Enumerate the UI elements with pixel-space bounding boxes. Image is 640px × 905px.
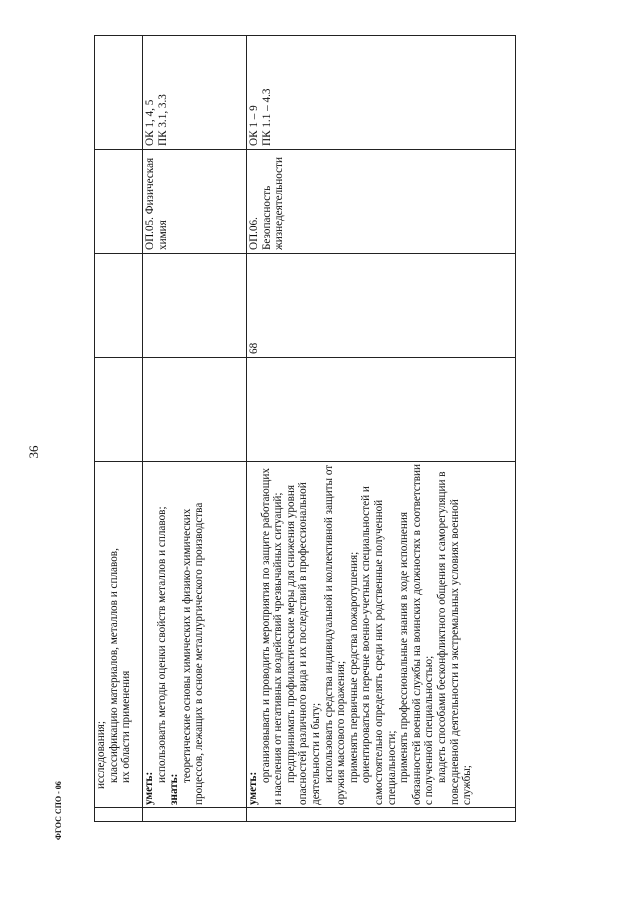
table-body xyxy=(95,36,516,822)
table-row xyxy=(143,36,247,822)
content-line: использовать средства индивидуальной и коллективной защиты от оружия массового поражения; xyxy=(322,464,348,805)
empty-cell xyxy=(247,358,516,462)
content-line: ориентироваться в перечне военно-учетных специальностей и самостоятельно определять среди них родственные полученной специальности; xyxy=(360,486,398,805)
discipline-cell: ОП.05. Физическая химия xyxy=(143,150,247,254)
competency-table xyxy=(94,35,516,822)
content-line: владеть способами бесконфликтного общения и саморегуляции в повседневной деятельности и экстремальных условиях военной службы; xyxy=(435,471,474,805)
content-line: применять профессиональные знания в ходе исполнения обязанностей военной службы на воинских должностях в соответствии с полученной специальностью; xyxy=(398,464,436,805)
section-label: знать: xyxy=(168,773,181,805)
content-line: их области применения xyxy=(120,670,133,783)
hours-cell: 68 xyxy=(247,254,516,358)
content-line: исследования; xyxy=(95,721,107,789)
index-cell xyxy=(143,808,247,822)
competencies-cell xyxy=(95,36,143,150)
content-line: организовывать и проводить мероприятия по защите работающих и населения от негативных воздействий чрезвычайных ситуаций; xyxy=(259,468,285,805)
page-number: 36 xyxy=(26,445,41,459)
discipline-cell xyxy=(95,150,143,254)
section-label: уметь: xyxy=(247,771,259,805)
content-line: предпринимать профилактические меры для снижения уровня опасностей различного вида и их последствий в профессиональной деятельности и быту; xyxy=(284,482,322,805)
competencies-cell: ОК 1, 4, 5 ПК 3.1, 3.3 xyxy=(143,36,247,150)
competencies-cell: ОК 1 – 9 ПК 1.1 – 4.3 xyxy=(247,36,516,150)
empty-cell xyxy=(143,358,247,462)
hours-cell xyxy=(95,254,143,358)
content-cell xyxy=(247,462,516,808)
content-line: применять первичные средства пожаротушения; xyxy=(347,551,360,783)
table-row xyxy=(247,36,516,822)
empty-cell xyxy=(95,358,143,462)
footer-label: ФГОС СПО - 06 xyxy=(54,781,63,840)
section-label: уметь: xyxy=(143,771,155,805)
index-cell xyxy=(247,808,516,822)
rotated-table-container xyxy=(94,36,516,822)
table-row xyxy=(95,36,143,822)
content-line: использовать методы оценки свойств металлов и сплавов; xyxy=(155,506,168,783)
content-cell xyxy=(143,462,247,808)
discipline-cell: ОП.06. Безопасность жизнедеятельности xyxy=(247,150,516,254)
index-cell xyxy=(95,808,143,822)
content-cell xyxy=(95,462,143,808)
content-line: теоретические основы химических и физико-химических процессов, лежащих в основе металлургического производства xyxy=(180,502,206,805)
content-line: классификацию материалов, металлов и сплавов, xyxy=(107,548,120,783)
hours-cell xyxy=(143,254,247,358)
